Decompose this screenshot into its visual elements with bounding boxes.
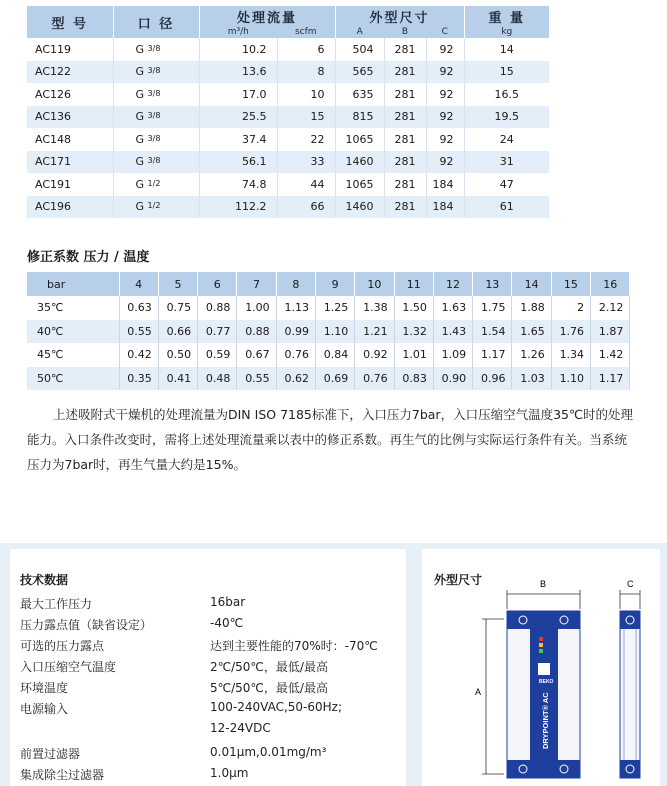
model-row	[27, 173, 549, 196]
factor-cell: 0.62	[276, 367, 315, 391]
dim-b-cell: 281	[384, 106, 426, 129]
factor-cell: 1.63	[433, 296, 472, 320]
factor-cell: 2.12	[591, 296, 630, 320]
port-fraction: 3/8	[147, 133, 161, 143]
dim-c-cell: 92	[426, 83, 464, 106]
dim-a-cell: 1460	[335, 196, 384, 219]
dim-c-label: C	[627, 579, 634, 589]
port-thread: G	[135, 200, 145, 214]
port-thread: G	[135, 155, 145, 169]
dim-c-cell: 92	[426, 38, 464, 61]
header-dims: 外型尺寸	[335, 6, 464, 26]
lower-panel	[0, 543, 667, 786]
factor-cell: 1.01	[394, 343, 433, 367]
model-cell: AC136	[27, 106, 113, 129]
flow-scfm-cell: 8	[277, 61, 335, 84]
dim-c-cell: 92	[426, 106, 464, 129]
port-thread: G	[135, 65, 145, 79]
beko-logo-box	[538, 663, 550, 675]
factor-cell: 1.00	[237, 296, 276, 320]
factor-cell: 0.67	[237, 343, 276, 367]
spec-label: 集成除尘过滤器	[20, 768, 105, 782]
factor-cell: 0.69	[315, 367, 354, 391]
temperature-cell: 35℃	[27, 296, 119, 320]
port-cell	[113, 83, 199, 106]
dim-a-cell: 1065	[335, 173, 384, 196]
factor-cell: 0.76	[276, 343, 315, 367]
pressure-header: 14	[512, 272, 551, 296]
flow-m3h-cell: 56.1	[199, 151, 277, 174]
factor-cell: 0.96	[473, 367, 512, 391]
model-row	[27, 106, 549, 129]
weight-cell: 24	[464, 128, 549, 151]
factor-cell: 1.26	[512, 343, 551, 367]
factor-cell: 1.38	[355, 296, 394, 320]
flow-scfm-cell: 44	[277, 173, 335, 196]
weight-cell: 14	[464, 38, 549, 61]
flow-m3h-cell: 13.6	[199, 61, 277, 84]
port-cell	[113, 173, 199, 196]
spec-value: 16bar	[210, 595, 246, 609]
correction-title: 修正系数 压力 / 温度	[27, 250, 150, 265]
model-row	[27, 128, 549, 151]
correction-row	[27, 296, 630, 320]
dryer-top-cap	[507, 611, 580, 629]
correction-table	[27, 272, 630, 390]
weight-cell: 47	[464, 173, 549, 196]
dim-a-cell: 1460	[335, 151, 384, 174]
factor-cell: 0.83	[394, 367, 433, 391]
flow-scfm-cell: 15	[277, 106, 335, 129]
factor-cell: 1.88	[512, 296, 551, 320]
spec-value: 2℃/50℃，最低/最高	[210, 660, 328, 674]
flow-m3h-cell: 10.2	[199, 38, 277, 61]
spec-label: 可选的压力露点	[20, 639, 105, 653]
factor-cell: 1.54	[473, 320, 512, 344]
port-cell	[113, 151, 199, 174]
model-cell: AC171	[27, 151, 113, 174]
spec-value: -40℃	[210, 616, 244, 630]
factor-cell: 0.66	[158, 320, 197, 344]
flow-scfm-cell: 66	[277, 196, 335, 219]
flow-m3h-cell: 74.8	[199, 173, 277, 196]
spec-value: 100-240VAC,50-60Hz;	[210, 700, 343, 714]
factor-cell: 2	[551, 296, 590, 320]
header-weight-unit: kg	[464, 26, 549, 38]
header-dim-c: C	[426, 26, 464, 38]
dimensions-box	[422, 549, 660, 786]
spec-value: 12-24VDC	[210, 721, 271, 735]
spec-label: 电源输入	[20, 702, 69, 716]
temperature-cell: 40℃	[27, 320, 119, 344]
factor-cell: 1.13	[276, 296, 315, 320]
product-name-text: DRYPOINT® AC	[541, 692, 550, 749]
port-fraction: 3/8	[147, 88, 161, 98]
factor-cell: 0.92	[355, 343, 394, 367]
dim-c-cell: 92	[426, 151, 464, 174]
dim-c-cell: 184	[426, 173, 464, 196]
factor-cell: 0.88	[198, 296, 237, 320]
dim-c-cell: 184	[426, 196, 464, 219]
spec-value: 5℃/50℃，最低/最高	[210, 681, 328, 695]
dim-a-cell: 1065	[335, 128, 384, 151]
spec-value: 0.01μm,0.01mg/m³	[210, 745, 327, 759]
dim-b-cell: 281	[384, 128, 426, 151]
header-weight: 重 量	[464, 6, 549, 26]
port-fraction: 3/8	[147, 111, 161, 121]
dim-a-cell: 635	[335, 83, 384, 106]
factor-cell: 0.76	[355, 367, 394, 391]
model-cell: AC196	[27, 196, 113, 219]
dim-b-cell: 281	[384, 151, 426, 174]
dim-c-cell: 92	[426, 128, 464, 151]
port-cell	[113, 106, 199, 129]
header-flow-unit-m3h: m³/h	[199, 26, 277, 38]
port-fraction: 3/8	[147, 43, 161, 53]
port-fraction: 3/8	[147, 156, 161, 166]
temperature-cell: 50℃	[27, 367, 119, 391]
pressure-header: 7	[237, 272, 276, 296]
weight-cell: 16.5	[464, 83, 549, 106]
port-thread: G	[135, 87, 145, 101]
dryer-bottom-cap	[507, 760, 580, 778]
factor-cell: 0.59	[198, 343, 237, 367]
dryer-side-view	[620, 611, 640, 778]
factor-cell: 0.88	[237, 320, 276, 344]
factor-cell: 1.03	[512, 367, 551, 391]
dim-a-cell: 815	[335, 106, 384, 129]
spec-label: 环境温度	[20, 681, 69, 695]
header-port: 口 径	[113, 6, 199, 38]
factor-cell: 1.43	[433, 320, 472, 344]
temperature-cell: 45℃	[27, 343, 119, 367]
dim-a-label: A	[475, 687, 482, 697]
factor-cell: 1.09	[433, 343, 472, 367]
flow-m3h-cell: 17.0	[199, 83, 277, 106]
model-cell: AC148	[27, 128, 113, 151]
model-row	[27, 61, 549, 84]
model-row	[27, 38, 549, 61]
pressure-header: 4	[119, 272, 158, 296]
port-thread: G	[135, 42, 145, 56]
pressure-header: 13	[473, 272, 512, 296]
dim-b-cell: 281	[384, 173, 426, 196]
spec-label: 入口压缩空气温度	[20, 660, 117, 674]
description-paragraph: 上述吸附式干燥机的处理流量为DIN ISO 7185标准下，入口压力7bar，入口压缩空气温度35℃时的处理能力。入口条件改变时，需将上述处理流量乘以表中的修正系数。再生气的比例与实际运行条件有关。当系统压力为7bar时，再生气量大约是15%。	[27, 407, 634, 472]
model-cell: AC122	[27, 61, 113, 84]
factor-cell: 0.48	[198, 367, 237, 391]
weight-cell: 61	[464, 196, 549, 219]
factor-cell: 0.77	[198, 320, 237, 344]
dim-b-label: B	[540, 579, 547, 589]
model-row	[27, 83, 549, 106]
factor-cell: 1.50	[394, 296, 433, 320]
flow-m3h-cell: 112.2	[199, 196, 277, 219]
pressure-header: 9	[315, 272, 354, 296]
model-table	[27, 6, 549, 218]
spec-value: 1.0μm	[210, 766, 249, 780]
factor-cell: 0.75	[158, 296, 197, 320]
pressure-header: 12	[433, 272, 472, 296]
flow-m3h-cell: 37.4	[199, 128, 277, 151]
flow-scfm-cell: 33	[277, 151, 335, 174]
factor-cell: 1.76	[551, 320, 590, 344]
header-flow-unit-scfm: scfm	[277, 26, 335, 38]
pressure-header: 10	[355, 272, 394, 296]
header-model: 型 号	[27, 6, 113, 38]
model-row	[27, 196, 549, 219]
factor-cell: 1.10	[315, 320, 354, 344]
pressure-header: 15	[551, 272, 590, 296]
flow-scfm-cell: 6	[277, 38, 335, 61]
pressure-header: 8	[276, 272, 315, 296]
tech-data-title: 技术数据	[20, 573, 69, 587]
factor-cell: 1.21	[355, 320, 394, 344]
model-cell: AC126	[27, 83, 113, 106]
model-cell: AC191	[27, 173, 113, 196]
factor-cell: 1.17	[591, 367, 630, 391]
port-thread: G	[135, 110, 145, 124]
dim-a-cell: 565	[335, 61, 384, 84]
factor-cell: 1.75	[473, 296, 512, 320]
spec-label: 最大工作压力	[20, 597, 93, 611]
dim-c-cell: 92	[426, 61, 464, 84]
port-thread: G	[135, 177, 145, 191]
header-dim-b: B	[384, 26, 426, 38]
port-fraction: 1/2	[147, 201, 161, 211]
factor-cell: 0.55	[237, 367, 276, 391]
flow-scfm-cell: 10	[277, 83, 335, 106]
port-cell	[113, 38, 199, 61]
correction-row	[27, 367, 630, 391]
factor-cell: 1.17	[473, 343, 512, 367]
port-cell	[113, 61, 199, 84]
factor-cell: 1.32	[394, 320, 433, 344]
port-cell	[113, 128, 199, 151]
dim-a-cell: 504	[335, 38, 384, 61]
port-fraction: 1/2	[147, 178, 161, 188]
factor-cell: 0.99	[276, 320, 315, 344]
pressure-header: 16	[591, 272, 630, 296]
spec-value: 达到主要性能的70%时：-70℃	[210, 639, 378, 653]
weight-cell: 15	[464, 61, 549, 84]
factor-cell: 0.42	[119, 343, 158, 367]
weight-cell: 31	[464, 151, 549, 174]
model-cell: AC119	[27, 38, 113, 61]
model-row	[27, 151, 549, 174]
factor-cell: 0.90	[433, 367, 472, 391]
dim-b-cell: 281	[384, 196, 426, 219]
factor-cell: 1.34	[551, 343, 590, 367]
weight-cell: 19.5	[464, 106, 549, 129]
factor-cell: 1.65	[512, 320, 551, 344]
factor-cell: 1.87	[591, 320, 630, 344]
pressure-header: 6	[198, 272, 237, 296]
pressure-header: 11	[394, 272, 433, 296]
flow-m3h-cell: 25.5	[199, 106, 277, 129]
tech-data-box	[10, 549, 406, 786]
correction-row	[27, 320, 630, 344]
dryer-drawing	[422, 549, 660, 786]
factor-cell: 0.50	[158, 343, 197, 367]
factor-cell: 0.55	[119, 320, 158, 344]
dim-b-cell: 281	[384, 38, 426, 61]
header-bar: bar	[27, 272, 119, 296]
factor-cell: 0.84	[315, 343, 354, 367]
factor-cell: 1.10	[551, 367, 590, 391]
correction-row	[27, 343, 630, 367]
header-dim-a: A	[335, 26, 384, 38]
spec-label: 前置过滤器	[20, 747, 81, 761]
pressure-header: 5	[158, 272, 197, 296]
spec-label: 压力露点值（缺省设定）	[20, 618, 153, 632]
dimensions-title: 外型尺寸	[434, 573, 483, 587]
factor-cell: 1.25	[315, 296, 354, 320]
factor-cell: 0.63	[119, 296, 158, 320]
factor-cell: 0.41	[158, 367, 197, 391]
flow-scfm-cell: 22	[277, 128, 335, 151]
port-thread: G	[135, 132, 145, 146]
dim-b-cell: 281	[384, 83, 426, 106]
factor-cell: 1.42	[591, 343, 630, 367]
factor-cell: 0.35	[119, 367, 158, 391]
port-fraction: 3/8	[147, 66, 161, 76]
header-flow: 处理流量	[199, 6, 335, 26]
port-cell	[113, 196, 199, 219]
beko-logo-text: BEKO	[539, 679, 554, 685]
dim-b-cell: 281	[384, 61, 426, 84]
